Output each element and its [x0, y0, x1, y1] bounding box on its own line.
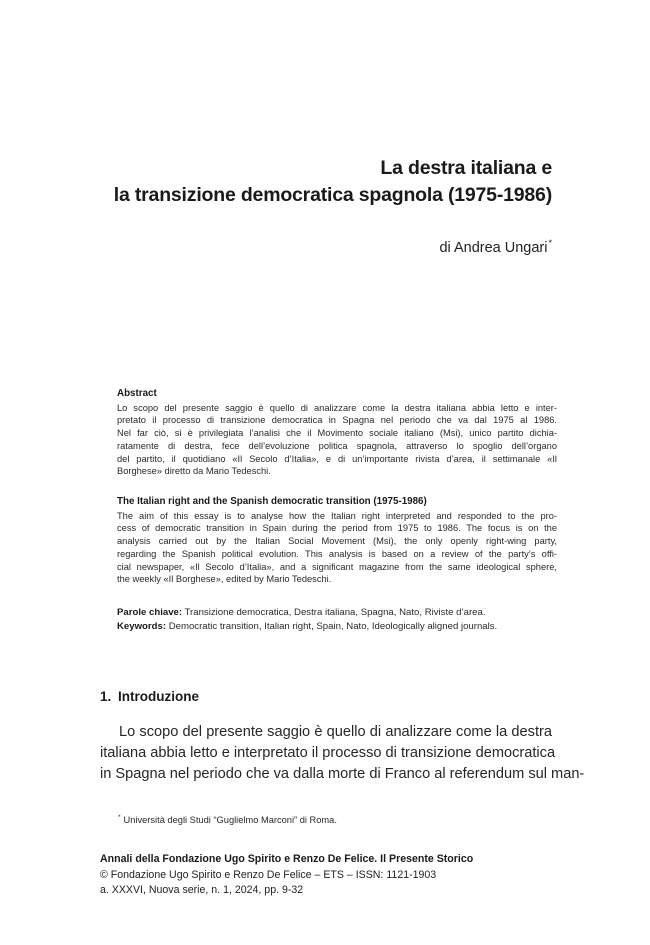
abstract-english-line: the weekly «Il Borghese», edited by Mario Tedeschi. — [117, 574, 332, 585]
author-footnote-mark[interactable]: * — [548, 238, 552, 248]
keywords-english-text: Democratic transition, Italian right, Spain, Nato, Ideologically aligned journals. — [166, 620, 498, 632]
article-title — [72, 155, 552, 209]
author-name: di Andrea Ungari — [439, 240, 548, 256]
footnote-mark: * — [118, 814, 121, 821]
abstract-italian-line: del partito, il quotidiano «Il Secolo d’Italia», e di un’importante rivista d’area, il settimanale «Il — [117, 453, 557, 464]
article-title-line-2: la transizione democratica spagnola (1975-1986) — [113, 184, 552, 206]
abstract-italian-line: Nel far ciò, si è privilegiata l’analisi che il Movimento sociale italiano (Msi), unico partito dichia- — [117, 428, 557, 439]
section-title: Introduzione — [118, 689, 199, 704]
journal-title: Annali della Fondazione Ugo Spirito e Renzo De Felice. Il Presente Storico — [100, 853, 474, 865]
abstract-english-line: analysis carried out by the Italian Social Movement (Msi), the only openly right-wing party, — [117, 536, 557, 547]
abstract-italian-line: pretato il processo di transizione democratica in Spagna nel periodo che va dal 1975 al 1986. — [117, 415, 557, 426]
abstract-italian — [117, 388, 557, 478]
keywords-english — [117, 620, 557, 634]
abstract-italian-heading: Abstract — [117, 388, 157, 399]
section-heading — [100, 689, 199, 704]
section-number: 1. — [100, 689, 112, 704]
abstract-english-heading: The Italian right and the Spanish democratic transition (1975-1986) — [117, 496, 427, 507]
author-byline — [439, 238, 552, 256]
keywords-italian — [117, 606, 557, 620]
article-title-line-1: La destra italiana e — [380, 157, 552, 179]
abstract-italian-line: ratamente di destra, fece dell’evoluzione politica spagnola, attraverso lo spoglio dell’organo — [117, 440, 557, 451]
body-line: italiana abbia letto e interpretato il processo di transizione democratica — [100, 745, 556, 761]
abstract-italian-line: Borghese» diretto da Mario Tedeschi. — [117, 466, 271, 477]
keywords-italian-label: Parole chiave: — [117, 607, 183, 618]
abstract-english — [117, 496, 557, 586]
keywords-block — [117, 606, 557, 633]
imprint — [100, 852, 473, 899]
body-line: in Spagna nel periodo che va dalla morte di Franco al referendum sul man- — [100, 766, 585, 782]
abstract-english-line: The aim of this essay is to analyse how the Italian right interpreted and responded to the pro- — [117, 510, 557, 521]
body-line: Lo scopo del presente saggio è quello di analizzare come la destra — [119, 724, 552, 740]
abstract-english-line: cess of democratic transition in Spain during the period from 1975 to 1986. The focus is on the — [117, 523, 557, 534]
body-paragraph — [100, 722, 585, 785]
issue-info: a. XXXVI, Nuova serie, n. 1, 2024, pp. 9-32 — [100, 884, 304, 896]
abstract-english-line: cial newspaper, «Il Secolo d’Italia», and a significant magazine from the same ideological sphere, — [117, 561, 557, 572]
abstract-english-line: regarding the Spanish political evolution. This analysis is based on a review of the party’s offi- — [117, 548, 557, 559]
footnote — [118, 814, 337, 825]
keywords-english-label: Keywords: — [117, 620, 167, 632]
footnote-text: Università degli Studi “Guglielmo Marconi” di Roma. — [123, 815, 337, 825]
keywords-italian-text: Transizione democratica, Destra italiana, Spagna, Nato, Riviste d’area. — [182, 607, 486, 618]
copyright-line: © Fondazione Ugo Spirito e Renzo De Felice – ETS – ISSN: 1121-1903 — [100, 868, 437, 881]
abstract-italian-line: Lo scopo del presente saggio è quello di analizzare come la destra italiana abbia letto e inter- — [117, 402, 557, 413]
